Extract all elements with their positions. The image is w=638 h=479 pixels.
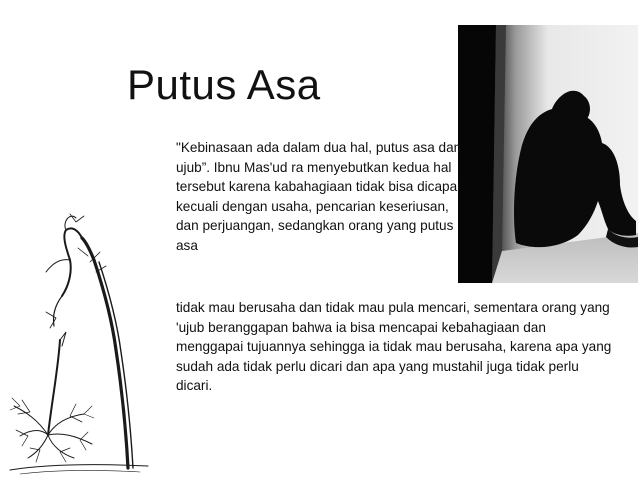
sad-person-photo [458,25,638,283]
quote-text: "Kebinasaan ada dalam dua hal, putus asa dan ujub”. Ibnu Mas'ud ra menyebutkan kedua hal tersebut karena kabahagiaan tidak bisa dicapai kecuali dengan usaha, pencarian keseriusan, dan perjuangan, sedangkan orang yang putus asa [176,140,462,253]
body-text: tidak mau berusaha dan tidak mau pula mencari, sementara orang yang 'ujub beranggapan bahwa ia bisa mencapai kebahagiaan dan menggapai tujuannya sehingga ia tidak mau berusaha, karena apa yang sudah ada tidak perlu dicari dan apa yang mustahil juga tidak perlu dicari. [176,300,612,393]
bent-tree-illustration [0,200,150,479]
slide-title: Putus Asa [127,61,321,109]
